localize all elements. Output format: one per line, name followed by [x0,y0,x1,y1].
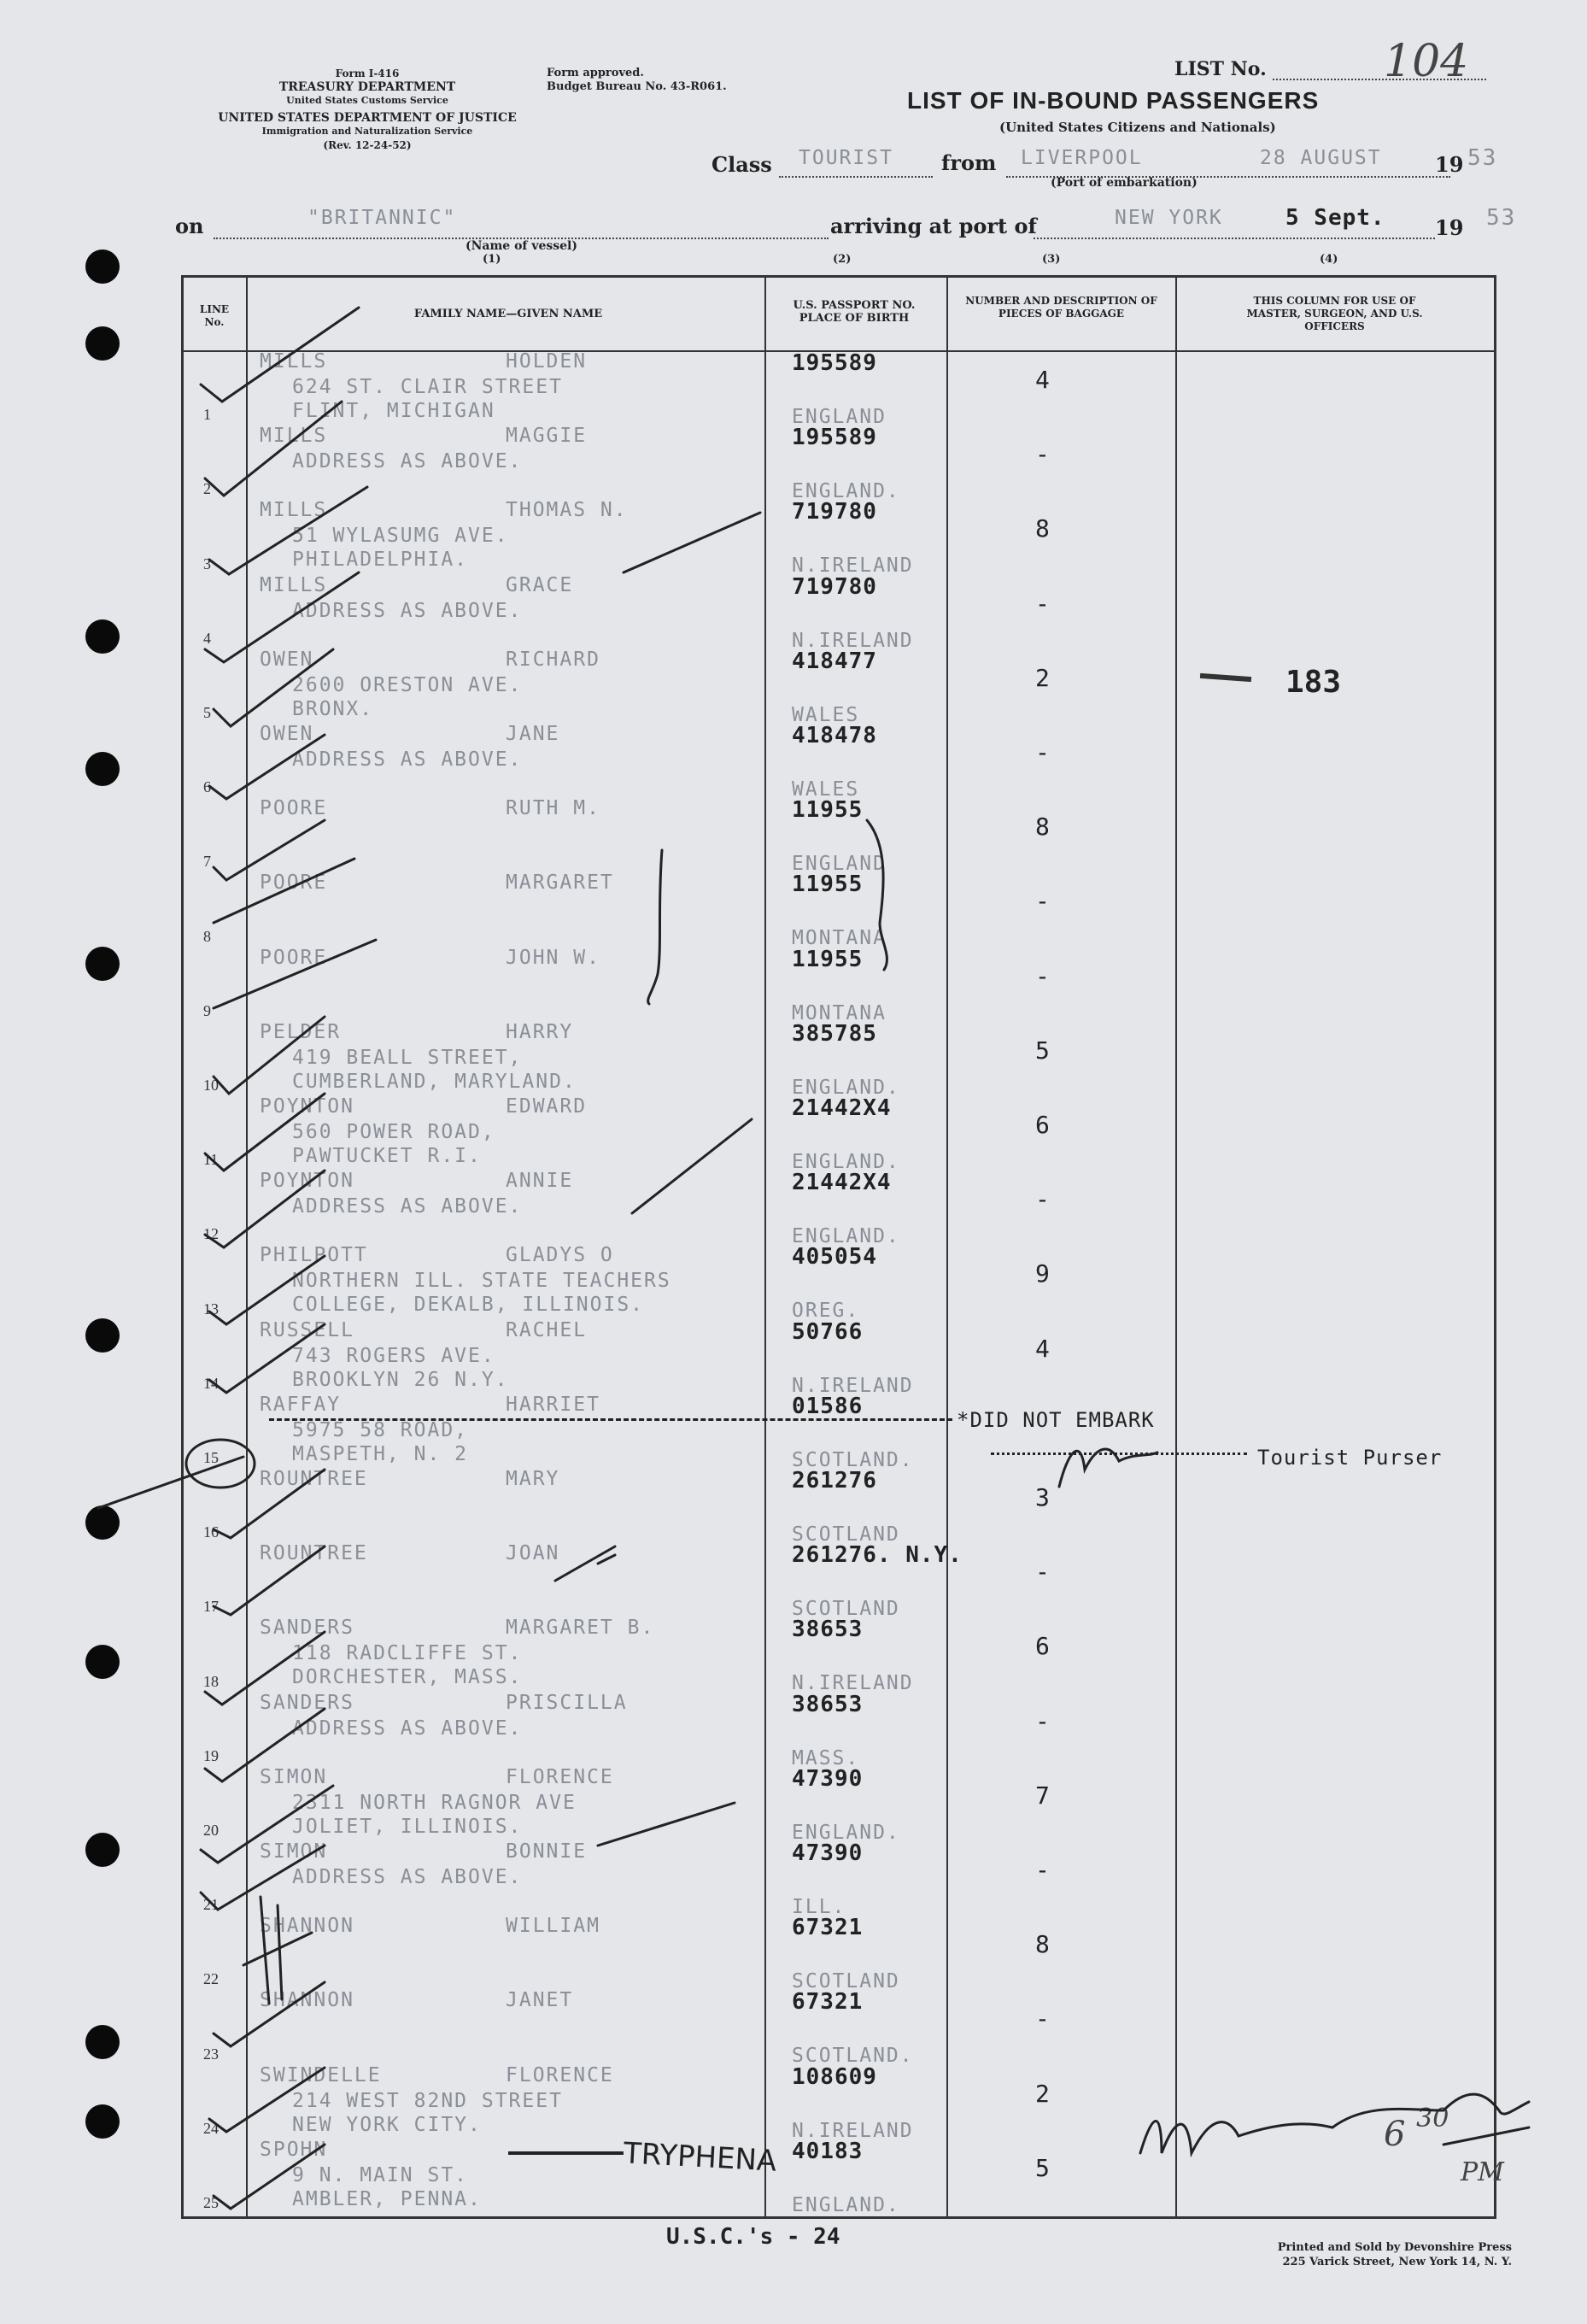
family-name: MILLS [260,350,328,373]
address-line-1: ADDRESS AS ABOVE. [292,748,523,771]
class-value: TOURIST [799,147,893,169]
check-mark [201,1846,325,1910]
family-name: MILLS [260,499,328,522]
form-approved: Form approved. [547,67,644,79]
embark-date: 28 AUGUST [1260,147,1382,169]
family-name: SPOHN [260,2138,328,2161]
pen-stroke [98,1457,243,1508]
line-number: 22 [203,1970,219,1988]
check-mark [205,1094,325,1171]
check-mark [201,308,359,402]
col-num-baggage: (3) [1042,253,1061,266]
footer-count: U.S.C.'s - 24 [666,2224,840,2250]
pen-stroke [261,1897,269,2004]
address-line-2: DORCHESTER, MASS. [292,1666,523,1689]
place-of-birth: N.IRELAND [792,629,914,652]
passport-number: 38653 [792,1617,864,1643]
address-line-2: AMBLER, PENNA. [292,2187,482,2210]
place-of-birth: ENGLAND. [792,1225,900,1248]
passport-number: 40183 [792,2138,864,2164]
given-name: JANE [506,723,560,745]
baggage-count: - [1035,1706,1050,1735]
passport-number: 67321 [792,1915,864,1941]
baggage-count: 6 [1035,1111,1050,1139]
place-of-birth: ENGLAND. [792,2193,900,2216]
line-number: 25 [203,2193,219,2211]
passport-number: 21442X4 [792,1095,892,1121]
year-1: 53 [1467,145,1498,171]
family-name: SANDERS [260,1617,354,1640]
signature-underline [1444,2127,1529,2145]
line-number: 1 [203,406,211,424]
line-number: 24 [203,2119,219,2137]
check-mark [205,572,359,662]
address-line-1: 214 WEST 82ND STREET [292,2089,563,2112]
place-of-birth: ENGLAND [792,853,887,876]
check-mark [209,487,367,574]
baggage-count: 8 [1035,1930,1050,1959]
passport-number: 21442X4 [792,1170,892,1196]
place-of-birth: ILL. [792,1896,846,1918]
given-name: GRACE [506,573,574,596]
year-prefix-2: 19 [1435,215,1464,240]
check-mark [205,1709,325,1781]
address-line-2: NEW YORK CITY. [292,2113,482,2136]
line-number: 19 [203,1746,219,1764]
line-number: 4 [203,629,211,647]
baggage-count: 2 [1035,663,1050,692]
check-mark [214,820,325,880]
printer-line-1: Printed and Sold by Devonshire Press [1277,2241,1512,2254]
place-of-birth: MASS. [792,1746,860,1769]
given-name: WILLIAM [506,1915,600,1938]
check-mark [214,1546,325,1615]
family-name: ROUNTREE [260,1542,368,1565]
officer-mark: 183 [1285,665,1342,700]
time-hour: 6 [1384,2115,1406,2154]
line-number: 10 [203,1076,219,1094]
line-number: 13 [203,1300,219,1318]
address-line-1: ADDRESS AS ABOVE. [292,1866,523,1888]
place-of-birth: MONTANA [792,1001,887,1024]
justice-dept: UNITED STATES DEPARTMENT OF JUSTICE [218,111,517,125]
header-baggage: NUMBER AND DESCRIPTION OF PIECES OF BAGGAGE [965,295,1157,320]
family-name: OWEN [260,723,314,745]
family-name: SANDERS [260,1691,354,1714]
purser-label: Tourist Purser [1257,1446,1443,1470]
given-name: MARGARET [506,872,614,895]
tryphena-handwriting: TRYPHENA [623,2136,778,2179]
family-name: SIMON [260,1840,328,1863]
baggage-count: 8 [1035,813,1050,842]
passport-number: 11955 [792,872,864,898]
passport-number: 11955 [792,797,864,824]
line-number: 15 [203,1448,219,1466]
officer-signature [1140,2094,1529,2153]
page-title: LIST OF IN-BOUND PASSENGERS [907,87,1320,114]
check-mark [205,402,342,496]
header-name: FAMILY NAME—GIVEN NAME [413,308,603,320]
check-mark [214,649,333,726]
address-line-1: 2311 NORTH RAGNOR AVE [292,1791,577,1814]
line-number: 23 [203,2045,219,2063]
given-name: HARRY [506,1020,574,1043]
baggage-count: - [1035,738,1050,766]
place-of-birth: ENGLAND [792,406,887,428]
family-name: POORE [260,797,328,820]
line-number: 12 [203,1225,219,1243]
family-name: SIMON [260,1765,328,1788]
line-number: 5 [203,703,211,721]
address-line-1: ADDRESS AS ABOVE. [292,599,523,622]
customs-service: United States Customs Service [286,95,448,106]
list-number-label: LIST No. [1174,58,1267,80]
address-line-1: 5975 58 ROAD, [292,1418,469,1441]
address-line-2: CUMBERLAND, MARYLAND. [292,1070,577,1093]
baggage-count: - [1035,887,1050,916]
arrival-date: 5 Sept. [1285,205,1385,231]
family-name: SHANNON [260,1989,354,2012]
vessel-col-number: (1) [483,253,501,266]
baggage-count: 7 [1035,1781,1050,1810]
budget-bureau: Budget Bureau No. 43-R061. [547,80,727,93]
address-line-1: 419 BEALL STREET, [292,1046,523,1069]
baggage-count: 4 [1035,1334,1050,1363]
family-name: SWINDELLE [260,2063,382,2086]
arriving-label: arriving at port of [830,214,1037,238]
purser-signature [1059,1449,1157,1487]
family-name: POORE [260,872,328,895]
form-revision: (Rev. 12-24-52) [323,139,412,151]
pen-stroke [278,1905,282,1999]
address-line-1: 118 RADCLIFFE ST. [292,1642,523,1665]
place-of-birth: WALES [792,778,860,801]
baggage-count: - [1035,1185,1050,1214]
printer-line-2: 225 Varick Street, New York 14, N. Y. [1282,2256,1512,2268]
ins-service: Immigration and Naturalization Service [261,126,473,137]
baggage-count: 4 [1035,366,1050,394]
page-subtitle: (United States Citizens and Nationals) [999,120,1276,135]
place-of-birth: N.IRELAND [792,1374,914,1397]
baggage-count: 5 [1035,2153,1050,2182]
baggage-count: 6 [1035,1632,1050,1661]
line-number: 14 [203,1374,219,1392]
passport-number: 418478 [792,723,877,748]
baggage-count: - [1035,440,1050,469]
family-name: MILLS [260,425,328,448]
check-mark [205,1171,325,1247]
passport-number: 719780 [792,573,877,600]
passport-number: 418477 [792,648,877,674]
address-line-1: ADDRESS AS ABOVE. [292,1717,523,1740]
line-number: 11 [203,1151,219,1169]
form-number: Form I-416 [335,67,400,79]
line-number: 2 [203,480,211,498]
address-line-1: ADDRESS AS ABOVE. [292,1195,523,1218]
line-number: 20 [203,1821,219,1839]
given-name: JOHN W. [506,946,600,969]
address-line-1: 2600 ORESTON AVE. [292,673,523,696]
check-mark [209,1324,325,1393]
line-number: 9 [203,1001,211,1019]
passport-number: 50766 [792,1318,864,1345]
from-value: LIVERPOOL [1021,147,1143,169]
from-label: from [941,150,997,175]
place-of-birth: OREG. [792,1300,860,1323]
passport-number: 11955 [792,946,864,972]
place-of-birth: ENGLAND. [792,480,900,503]
arrival-port: NEW YORK [1115,207,1223,229]
check-mark [209,1256,325,1324]
family-name: PELDER [260,1020,342,1043]
given-name: JOAN [506,1542,560,1565]
place-of-birth: SCOTLAND [792,1970,900,1993]
header-officers: THIS COLUMN FOR USE OF MASTER, SURGEON, AND U.S. OFFICERS [1246,295,1423,332]
time-minute: 30 [1416,2104,1449,2133]
line-number: 21 [203,1896,219,1914]
given-name: PRISCILLA [506,1691,628,1714]
address-line-2: COLLEGE, DEKALB, ILLINOIS. [292,1294,645,1317]
address-line-1: 624 ST. CLAIR STREET [292,376,563,398]
passport-number: 67321 [792,1989,864,2016]
pen-stroke [632,1119,752,1213]
check-mark [209,2068,325,2132]
given-name: RICHARD [506,648,600,671]
given-name: EDWARD [506,1095,588,1118]
passport-number: 261276 [792,1468,877,1494]
check-mark [214,940,376,1008]
port-embarkation-note: (Port of embarkation) [1051,176,1198,190]
year-2: 53 [1486,205,1517,231]
family-name: POYNTON [260,1170,354,1193]
check-mark [214,1017,325,1094]
baggage-count: - [1035,961,1050,990]
family-name: RUSSELL [260,1318,354,1341]
vessel-note: (Name of vessel) [466,239,577,253]
given-name: HARRIET [506,1393,600,1416]
line-number: 3 [203,555,211,572]
given-name: HOLDEN [506,350,588,373]
place-of-birth: SCOTLAND. [792,1448,914,1471]
col-num-passport: (2) [833,253,852,266]
line-number: 6 [203,778,211,796]
pen-stroke [867,820,887,970]
family-name: MILLS [260,573,328,596]
address-line-2: PAWTUCKET R.I. [292,1145,482,1167]
given-name: RUTH M. [506,797,600,820]
line-number: 8 [203,927,211,945]
col-num-officers: (4) [1320,253,1338,266]
place-of-birth: N.IRELAND [792,1672,914,1695]
place-of-birth: ENGLAND. [792,1821,900,1844]
on-label: on [175,214,204,238]
pen-stroke [598,1555,615,1564]
check-mark [214,859,354,923]
place-of-birth: SCOTLAND [792,1598,900,1621]
address-line-2: MASPETH, N. 2 [292,1442,469,1465]
family-name: ROUNTREE [260,1468,368,1490]
given-name: FLORENCE [506,1765,614,1788]
given-name: BONNIE [506,1840,588,1863]
passport-number: 195589 [792,425,877,451]
header-passport: U.S. PASSPORT NO. PLACE OF BIRTH [793,299,916,325]
family-name: OWEN [260,648,314,671]
place-of-birth: SCOTLAND [792,1523,900,1546]
line-number: 17 [203,1598,219,1616]
passport-number: 261276. N.Y. [792,1542,963,1569]
passport-number: 719780 [792,499,877,525]
pen-stroke [648,850,662,1004]
baggage-count: 3 [1035,1483,1050,1511]
family-name: PHILPOTT [260,1244,368,1267]
did-not-embark: *DID NOT EMBARK [957,1408,1155,1432]
place-of-birth: ENGLAND. [792,1151,900,1173]
baggage-count: - [1035,2004,1050,2034]
address-line-2: BROOKLYN 26 N.Y. [292,1368,509,1391]
class-label: Class [712,152,772,177]
passport-number: 47390 [792,1840,864,1866]
address-line-1: 9 N. MAIN ST. [292,2163,469,2186]
check-mark [214,2145,325,2209]
check-mark [205,1632,325,1705]
pen-stroke [555,1546,615,1581]
address-line-1: 743 ROGERS AVE. [292,1344,495,1367]
family-name: POORE [260,946,328,969]
given-name: RACHEL [506,1318,588,1341]
baggage-count: - [1035,1558,1050,1587]
address-line-1: ADDRESS AS ABOVE. [292,450,523,473]
line-number: 7 [203,853,211,871]
passport-number: 195589 [792,350,877,376]
header-line-no: LINE No. [199,303,230,328]
vessel-name: "BRITANNIC" [307,207,457,229]
place-of-birth: MONTANA [792,927,887,950]
given-name: GLADYS O [506,1244,614,1267]
check-mark [209,735,325,799]
given-name: THOMAS N. [506,499,628,522]
pen-stroke [598,1803,735,1846]
address-line-1: 51 WYLASUMG AVE. [292,525,509,548]
given-name: MAGGIE [506,425,588,448]
address-line-1: 560 POWER ROAD, [292,1121,495,1143]
place-of-birth: WALES [792,703,860,726]
family-name: RAFFAY [260,1393,342,1416]
place-of-birth: SCOTLAND. [792,2045,914,2068]
given-name: MARGARET B. [506,1617,655,1640]
passport-number: 38653 [792,1691,864,1717]
address-line-2: PHILADELPHIA. [292,549,469,572]
treasury-dept: TREASURY DEPARTMENT [278,80,456,94]
place-of-birth: N.IRELAND [792,2119,914,2142]
family-name: SHANNON [260,1915,354,1938]
given-name: MARY [506,1468,560,1490]
family-name: POYNTON [260,1095,354,1118]
time-pm: PM [1461,2157,1504,2187]
passport-number: 47390 [792,1765,864,1792]
line-number: 18 [203,1672,219,1690]
line-number: 16 [203,1523,219,1541]
given-name: ANNIE [506,1170,574,1193]
address-line-1: NORTHERN ILL. STATE TEACHERS [292,1270,671,1293]
pen-stroke [624,513,760,572]
list-number: 104 [1384,36,1469,87]
baggage-count: - [1035,1856,1050,1884]
place-of-birth: ENGLAND. [792,1076,900,1099]
passport-number: 01586 [792,1393,864,1419]
address-line-2: FLINT, MICHIGAN [292,400,495,422]
given-name: JANET [506,1989,574,2012]
baggage-count: 5 [1035,1036,1050,1065]
place-of-birth: N.IRELAND [792,555,914,578]
address-line-2: JOLIET, ILLINOIS. [292,1815,523,1838]
passport-number: 108609 [792,2063,877,2090]
passport-number: 385785 [792,1020,877,1047]
baggage-count: 2 [1035,2079,1050,2108]
baggage-count: 8 [1035,514,1050,543]
address-line-2: BRONX. [292,697,374,720]
check-mark [214,1470,325,1538]
passport-number: 405054 [792,1244,877,1271]
baggage-count: 9 [1035,1259,1050,1288]
given-name: FLORENCE [506,2063,614,2086]
year-prefix-1: 19 [1435,152,1464,177]
baggage-count: - [1035,589,1050,618]
pen-stroke [243,1933,312,1965]
